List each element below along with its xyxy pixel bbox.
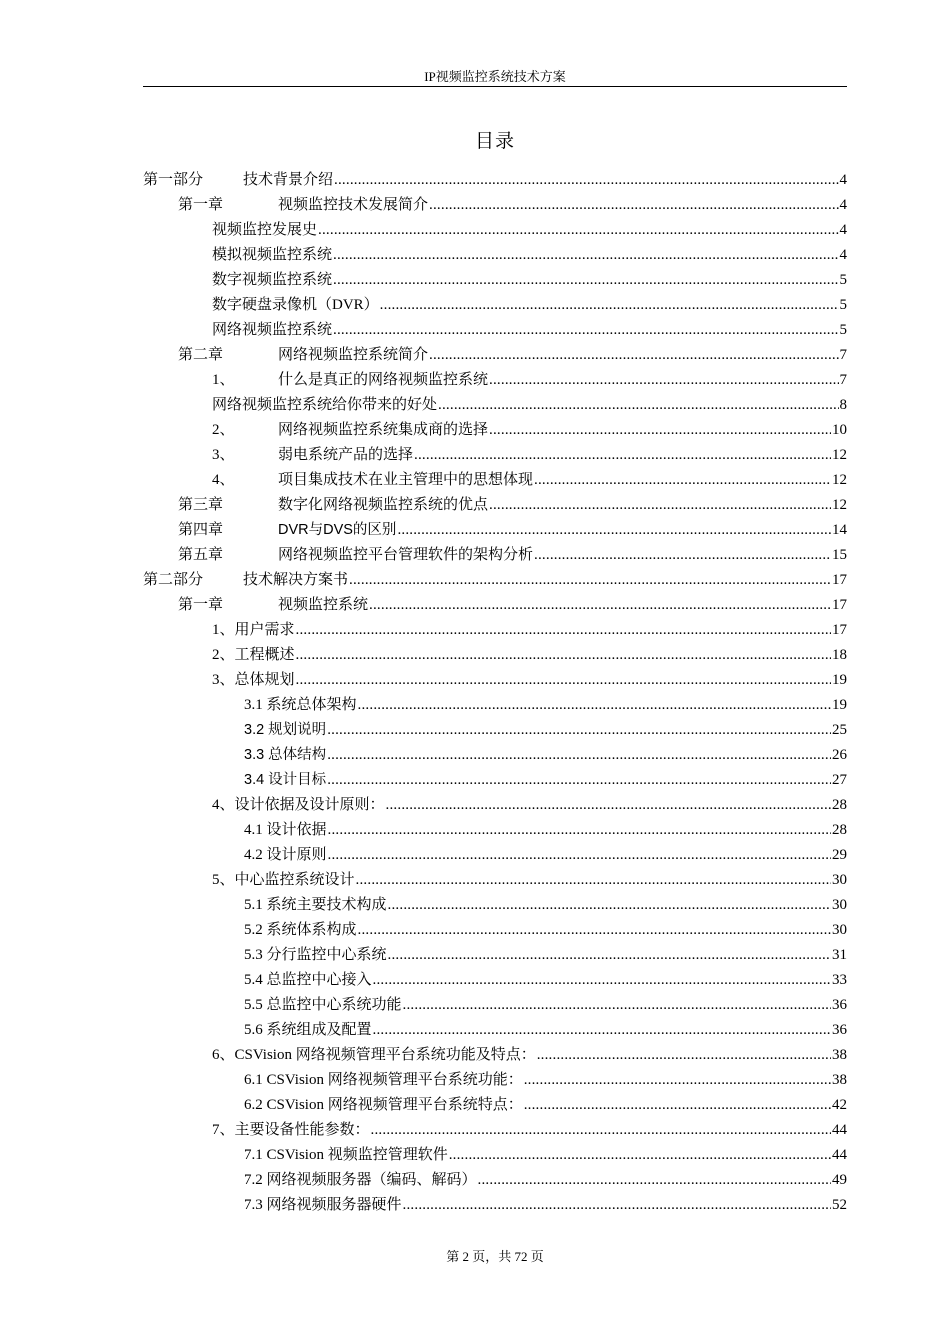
toc-entry-label: 6、CSVision 网络视频管理平台系统功能及特点： (212, 1047, 536, 1063)
toc-entry[interactable] (143, 943, 847, 968)
toc-dot-leader (388, 943, 831, 968)
toc-entry[interactable] (143, 893, 847, 918)
toc-entry-label: 数字视频监控系统 (212, 272, 333, 288)
toc-entry-number: 第一章 (178, 597, 224, 613)
toc-entry[interactable] (143, 1143, 847, 1168)
header-rule (143, 86, 847, 87)
toc-entry-number: 第二章 (178, 347, 224, 363)
toc-dot-leader (397, 518, 831, 543)
toc-entry-number: 第一章 (178, 197, 224, 213)
toc-entry-number: 第五章 (178, 547, 224, 563)
toc-entry-label: 4.2 设计原则 (244, 847, 327, 863)
toc-entry[interactable] (143, 568, 847, 593)
toc-entry-label: 模拟视频监控系统 (212, 247, 333, 263)
toc-entry[interactable] (143, 718, 847, 743)
toc-entry-label: 网络视频监控平台管理软件的架构分析 (278, 547, 534, 563)
toc-dot-leader (327, 768, 831, 793)
toc-dot-leader (489, 418, 831, 443)
toc-dot-leader (296, 668, 831, 693)
toc-dot-leader (380, 293, 839, 318)
toc-entry-label: 2、工程概述 (212, 647, 295, 663)
toc-entry-label: 视频监控发展史 (212, 222, 318, 238)
toc-dot-leader (356, 868, 831, 893)
toc-entry-label: 5.2 系统体系构成 (244, 922, 357, 938)
toc-entry-label: 什么是真正的网络视频监控系统 (278, 372, 489, 388)
toc-entry-page-number: 18 (832, 647, 847, 663)
toc-entry-label: 5、中心监控系统设计 (212, 872, 355, 888)
toc-entry-label: 弱电系统产品的选择 (278, 447, 414, 463)
toc-entry-label: 网络视频监控系统集成商的选择 (278, 422, 489, 438)
toc-entry-page-number: 44 (832, 1147, 847, 1163)
toc-dot-leader (524, 1093, 831, 1118)
toc-entry-page-number: 19 (832, 672, 847, 688)
toc-entry-page-number: 17 (832, 597, 847, 613)
toc-dot-leader (403, 1193, 831, 1218)
toc-dot-leader (524, 1068, 831, 1093)
toc-entry-page-number: 4 (839, 197, 847, 213)
toc-entry-page-number: 29 (832, 847, 847, 863)
toc-dot-leader (333, 243, 838, 268)
toc-entry-label: 视频监控技术发展简介 (278, 197, 429, 213)
toc-entry[interactable] (143, 243, 847, 268)
toc-entry[interactable] (143, 318, 847, 343)
toc-dot-leader (403, 993, 831, 1018)
toc-entry-label: 7.1 CSVision 视频监控管理软件 (244, 1147, 448, 1163)
toc-entry[interactable] (143, 168, 847, 193)
toc-entry[interactable] (143, 693, 847, 718)
toc-entry-label: 7、主要设备性能参数： (212, 1122, 370, 1138)
toc-entry-label: 3.2 规划说明 (244, 722, 327, 738)
toc-entry-page-number: 49 (832, 1172, 847, 1188)
toc-entry[interactable] (143, 818, 847, 843)
toc-dot-leader (537, 1043, 831, 1068)
toc-dot-leader (449, 1143, 831, 1168)
toc-entry-label: 1、用户需求 (212, 622, 295, 638)
toc-entry[interactable] (143, 1118, 847, 1143)
table-of-contents (143, 168, 847, 1218)
toc-entry-label: 3.3 总体结构 (244, 747, 327, 763)
toc-dot-leader (358, 693, 831, 718)
toc-entry[interactable] (143, 1193, 847, 1218)
toc-entry[interactable] (143, 468, 847, 493)
toc-entry-label: 3、总体规划 (212, 672, 295, 688)
toc-entry[interactable] (143, 543, 847, 568)
toc-entry-page-number: 8 (839, 397, 847, 413)
toc-entry-number: 第四章 (178, 522, 224, 538)
toc-entry[interactable] (143, 968, 847, 993)
toc-entry-number: 3、 (212, 447, 235, 463)
toc-dot-leader (369, 593, 831, 618)
toc-entry-page-number: 12 (832, 447, 847, 463)
toc-dot-leader (373, 968, 831, 993)
toc-entry[interactable] (143, 993, 847, 1018)
toc-entry-label: 7.2 网络视频服务器（编码、解码） (244, 1172, 477, 1188)
toc-entry-page-number: 28 (832, 797, 847, 813)
toc-entry-page-number: 7 (839, 372, 847, 388)
toc-entry[interactable] (143, 743, 847, 768)
toc-entry-page-number: 30 (832, 922, 847, 938)
toc-entry[interactable] (143, 268, 847, 293)
toc-entry[interactable] (143, 918, 847, 943)
toc-entry[interactable] (143, 768, 847, 793)
toc-entry-page-number: 38 (832, 1047, 847, 1063)
toc-entry[interactable] (143, 843, 847, 868)
toc-dot-leader (373, 1018, 831, 1043)
toc-entry[interactable] (143, 868, 847, 893)
toc-entry[interactable] (143, 1168, 847, 1193)
toc-dot-leader (478, 1168, 831, 1193)
toc-entry-page-number: 5 (839, 297, 847, 313)
toc-entry-page-number: 10 (832, 422, 847, 438)
toc-entry[interactable] (143, 493, 847, 518)
toc-entry-page-number: 27 (832, 772, 847, 788)
toc-dot-leader (318, 218, 838, 243)
toc-entry-label: DVR与DVS的区别 (278, 522, 397, 538)
toc-entry[interactable] (143, 418, 847, 443)
toc-entry-page-number: 12 (832, 472, 847, 488)
toc-dot-leader (429, 343, 838, 368)
toc-dot-leader (296, 618, 831, 643)
toc-entry[interactable] (143, 668, 847, 693)
toc-entry[interactable] (143, 518, 847, 543)
toc-dot-leader (388, 893, 831, 918)
toc-entry-page-number: 36 (832, 1022, 847, 1038)
toc-entry-number: 2、 (212, 422, 235, 438)
toc-entry[interactable] (143, 593, 847, 618)
toc-dot-leader (414, 443, 831, 468)
toc-entry-label: 5.5 总监控中心系统功能 (244, 997, 402, 1013)
toc-entry-page-number: 36 (832, 997, 847, 1013)
toc-entry-label: 7.3 网络视频服务器硬件 (244, 1197, 402, 1213)
toc-entry-label: 技术解决方案书 (243, 572, 349, 588)
toc-entry-page-number: 26 (832, 747, 847, 763)
toc-entry[interactable] (143, 793, 847, 818)
toc-entry-page-number: 17 (832, 572, 847, 588)
toc-entry-page-number: 44 (832, 1122, 847, 1138)
toc-entry-page-number: 4 (839, 222, 847, 238)
toc-entry-page-number: 31 (832, 947, 847, 963)
toc-entry[interactable] (143, 193, 847, 218)
toc-entry[interactable] (143, 293, 847, 318)
toc-entry-label: 数字硬盘录像机（DVR） (212, 297, 379, 313)
toc-entry-label: 视频监控系统 (278, 597, 369, 613)
toc-entry-page-number: 7 (839, 347, 847, 363)
toc-dot-leader (358, 918, 831, 943)
toc-dot-leader (534, 468, 831, 493)
toc-entry-label: 4.1 设计依据 (244, 822, 327, 838)
toc-entry-label: 5.6 系统组成及配置 (244, 1022, 372, 1038)
toc-dot-leader (333, 318, 838, 343)
toc-dot-leader (534, 543, 831, 568)
toc-dot-leader (328, 818, 831, 843)
toc-entry-label: 项目集成技术在业主管理中的思想体现 (278, 472, 534, 488)
toc-entry-label: 5.3 分行监控中心系统 (244, 947, 387, 963)
toc-entry-label: 5.4 总监控中心接入 (244, 972, 372, 988)
toc-entry[interactable] (143, 643, 847, 668)
toc-entry-label: 网络视频监控系统给你带来的好处 (212, 397, 438, 413)
toc-entry[interactable] (143, 1043, 847, 1068)
toc-dot-leader (438, 393, 838, 418)
toc-entry-page-number: 33 (832, 972, 847, 988)
toc-title: 目录 (474, 131, 515, 152)
toc-entry-label: 3.4 设计目标 (244, 772, 327, 788)
toc-dot-leader (296, 643, 831, 668)
toc-entry-number: 第三章 (178, 497, 224, 513)
toc-entry-label: 网络视频监控系统 (212, 322, 333, 338)
toc-dot-leader (386, 793, 831, 818)
toc-entry-page-number: 42 (832, 1097, 847, 1113)
toc-entry-label: 6.1 CSVision 网络视频管理平台系统功能： (244, 1072, 523, 1088)
toc-dot-leader (429, 193, 838, 218)
toc-entry[interactable] (143, 618, 847, 643)
toc-entry-label: 数字化网络视频监控系统的优点 (278, 497, 489, 513)
toc-dot-leader (327, 743, 831, 768)
running-header: IP视频监控系统技术方案 (424, 69, 566, 84)
toc-entry-page-number: 15 (832, 547, 847, 563)
toc-entry-page-number: 12 (832, 497, 847, 513)
toc-entry[interactable] (143, 218, 847, 243)
toc-entry[interactable] (143, 1018, 847, 1043)
toc-entry[interactable] (143, 368, 847, 393)
toc-entry-number: 第一部分 (143, 172, 204, 188)
toc-entry-number: 第二部分 (143, 572, 204, 588)
toc-entry-page-number: 30 (832, 872, 847, 888)
toc-entry-page-number: 52 (832, 1197, 847, 1213)
toc-dot-leader (349, 568, 831, 593)
toc-entry-label: 技术背景介绍 (243, 172, 334, 188)
toc-entry-page-number: 5 (839, 322, 847, 338)
toc-dot-leader (371, 1118, 831, 1143)
toc-entry-label: 5.1 系统主要技术构成 (244, 897, 387, 913)
toc-entry-label: 3.1 系统总体架构 (244, 697, 357, 713)
toc-entry-page-number: 19 (832, 697, 847, 713)
toc-dot-leader (489, 493, 831, 518)
page-footer: 第 2 页，共 72 页 (446, 1249, 544, 1264)
toc-entry-page-number: 14 (832, 522, 847, 538)
toc-entry-label: 4、设计依据及设计原则： (212, 797, 385, 813)
toc-entry-number: 4、 (212, 472, 235, 488)
toc-entry-page-number: 28 (832, 822, 847, 838)
toc-entry-page-number: 4 (839, 247, 847, 263)
toc-entry-page-number: 30 (832, 897, 847, 913)
toc-entry[interactable] (143, 393, 847, 418)
toc-entry[interactable] (143, 1068, 847, 1093)
toc-entry-page-number: 25 (832, 722, 847, 738)
toc-entry-page-number: 5 (839, 272, 847, 288)
toc-entry[interactable] (143, 443, 847, 468)
toc-entry[interactable] (143, 1093, 847, 1118)
toc-entry-label: 网络视频监控系统简介 (278, 347, 429, 363)
toc-entry-label: 6.2 CSVision 网络视频管理平台系统特点： (244, 1097, 523, 1113)
toc-entry-number: 1、 (212, 372, 235, 388)
toc-entry-page-number: 4 (839, 172, 847, 188)
toc-dot-leader (333, 268, 838, 293)
toc-entry[interactable] (143, 343, 847, 368)
toc-dot-leader (328, 843, 831, 868)
toc-dot-leader (489, 368, 838, 393)
toc-dot-leader (327, 718, 831, 743)
toc-entry-page-number: 38 (832, 1072, 847, 1088)
toc-entry-page-number: 17 (832, 622, 847, 638)
toc-dot-leader (334, 168, 838, 193)
